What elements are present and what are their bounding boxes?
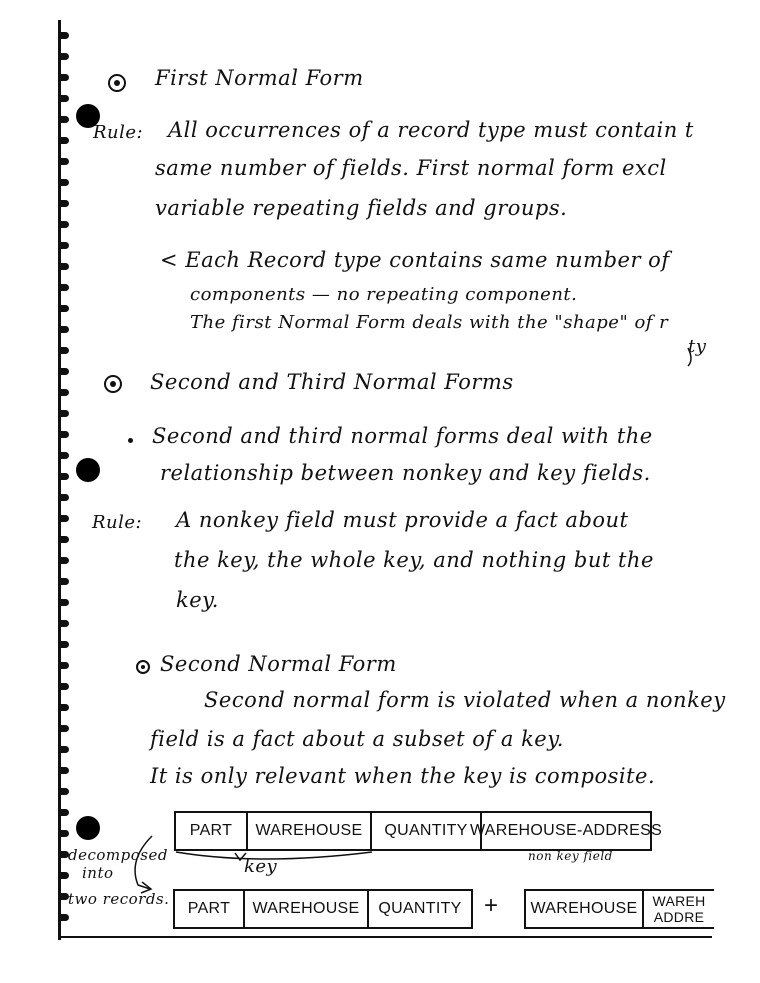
record-field: PART (175, 891, 245, 927)
record-field: QUANTITY (378, 900, 462, 917)
note-line: < Each Record type contains same number of (160, 248, 670, 272)
heading-first-normal-form: First Normal Form (155, 66, 364, 90)
rule-line: the key, the whole key, and nothing but the (174, 548, 654, 572)
rule-line: A nonkey field must provide a fact about (176, 508, 629, 532)
bullet-line: relationship between nonkey and key fields. (160, 461, 651, 485)
nonkey-annotation: non key field (528, 849, 613, 863)
rule-label: Rule: (92, 512, 143, 533)
record-field: WAREHOUSE-ADDRESS (469, 822, 663, 839)
body-line: It is only relevant when the key is composite. (150, 764, 656, 788)
heading-second-third-normal-forms: Second and Third Normal Forms (150, 370, 514, 394)
key-underline-brace (176, 852, 372, 859)
side-note-line: two records. (68, 890, 170, 908)
rule-line: key. (176, 588, 219, 612)
heading-second-normal-form: Second Normal Form (160, 652, 397, 676)
rule-label: Rule: (93, 122, 144, 143)
record-field: PART (176, 813, 248, 849)
quote-hook (688, 348, 691, 366)
body-line: field is a fact about a subset of a key. (150, 727, 564, 751)
rule-line: variable repeating fields and groups. (155, 196, 568, 220)
record-field-part: ADDRE (653, 909, 705, 925)
body-line: Second normal form is violated when a nonkey (204, 688, 726, 712)
record-field: WAREHOUSE (526, 891, 644, 927)
rule-line: All occurrences of a record type must contain t (168, 118, 694, 142)
bullet-line: Second and third normal forms deal with the (152, 424, 653, 448)
record-field: QUANTITY (372, 813, 482, 849)
key-annotation: key (244, 856, 278, 877)
side-note-line: decomposed (68, 846, 168, 864)
side-note-line: into (82, 864, 114, 882)
note-suffix: ty (688, 336, 707, 357)
note-line: The first Normal Form deals with the "shape" of r (190, 312, 669, 333)
rule-line: same number of fields. First normal form excl (155, 156, 667, 180)
plus-sign: + (484, 892, 499, 919)
record-field: WAREHOUSE (248, 813, 372, 849)
record-field-part: WAREH (652, 893, 706, 909)
note-line: components — no repeating component. (190, 284, 578, 305)
record-field: WAREHOUSE (245, 891, 369, 927)
decompose-arrow (135, 836, 152, 889)
